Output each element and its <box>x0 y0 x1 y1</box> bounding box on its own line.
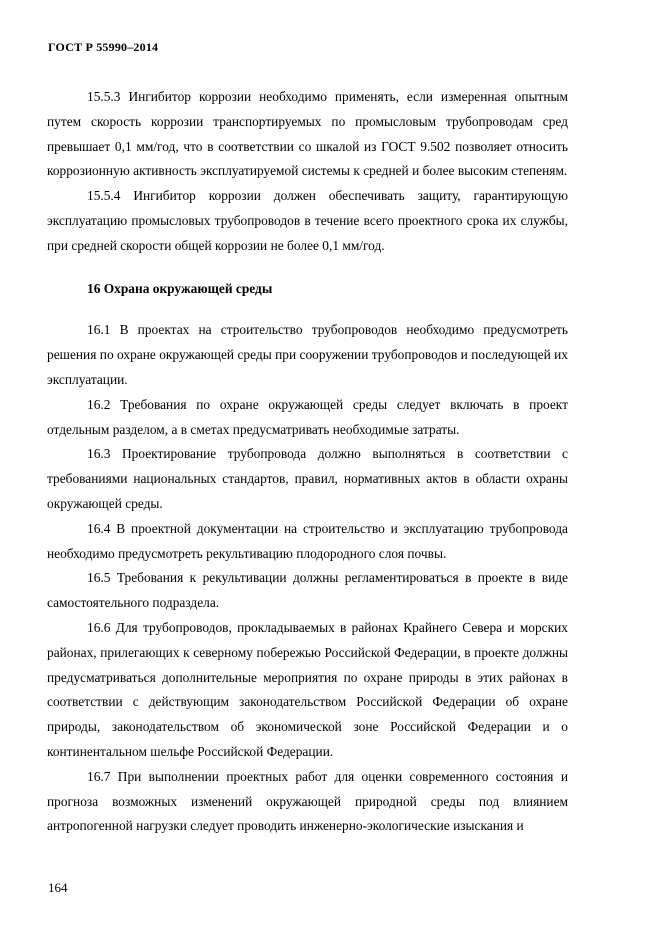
page-number: 164 <box>48 880 68 895</box>
section-title: 16 Охрана окружающей среды <box>87 280 273 296</box>
document-header: ГОСТ Р 55990–2014 <box>48 40 159 54</box>
paragraph-16-3: 16.3 Проектирование трубопровода должно выполняться в соответствии с требованиями национальных стандартов, правил, нормативных актов в области охраны окружающей среды. <box>47 446 568 511</box>
paragraph-16-7: 16.7 При выполнении проектных работ для оценки современного состояния и прогноза возможных изменений окружающей природной среды под влиянием антропогенной нагрузки следует проводить инженерно-экологические изыскания и <box>47 768 568 834</box>
paragraph-16-2: 16.2 Требования по охране окружающей среды следует включать в проект отдельным разделом, а в сметах предусматривать необходимые затраты. <box>47 396 568 437</box>
page-body <box>47 85 568 839</box>
paragraph-16-4: 16.4 В проектной документации на строительство и эксплуатацию трубопровода необходимо предусмотреть рекультивацию плодородного слоя почвы. <box>47 520 568 561</box>
paragraph-15-5-3: 15.5.3 Ингибитор коррозии необходимо применять, если измеренная опытным путем скорость коррозии транспортируемых по промысловым трубопроводам сред превышает 0,1 мм/год, что в соответствии со шкалой из ГОСТ 9.502 позволяет относить коррозионную активность эксплуатируемой системы к средней и более высоким степеням. <box>47 89 568 179</box>
paragraph-16-6: 16.6 Для трубопроводов, прокладываемых в районах Крайнего Севера и морских районах, прилегающих к северному побережью Российской Федерации, в проекте должны предусматриваться дополнительные мероприятия по охране природы в этих районах в соответствии с действующим законодательством Российской Федерации об охране природы, законодательством об экономической зоне Российской Федерации и о континентальном шельфе Российской Федерации. <box>47 619 568 759</box>
paragraph-16-5: 16.5 Требования к рекультивации должны регламентироваться в проекте в виде самостоятельного подраздела. <box>47 570 568 611</box>
paragraph-15-5-4: 15.5.4 Ингибитор коррозии должен обеспечивать защиту, гарантирующую эксплуатацию промысловых трубопроводов в течение всего проектного срока их службы, при средней скорости общей коррозии не более 0,1 мм/год. <box>47 188 568 253</box>
paragraph-16-1: 16.1 В проектах на строительство трубопроводов необходимо предусмотреть решения по охране окружающей среды при сооружении трубопроводов и последующей их эксплуатации. <box>47 322 568 387</box>
